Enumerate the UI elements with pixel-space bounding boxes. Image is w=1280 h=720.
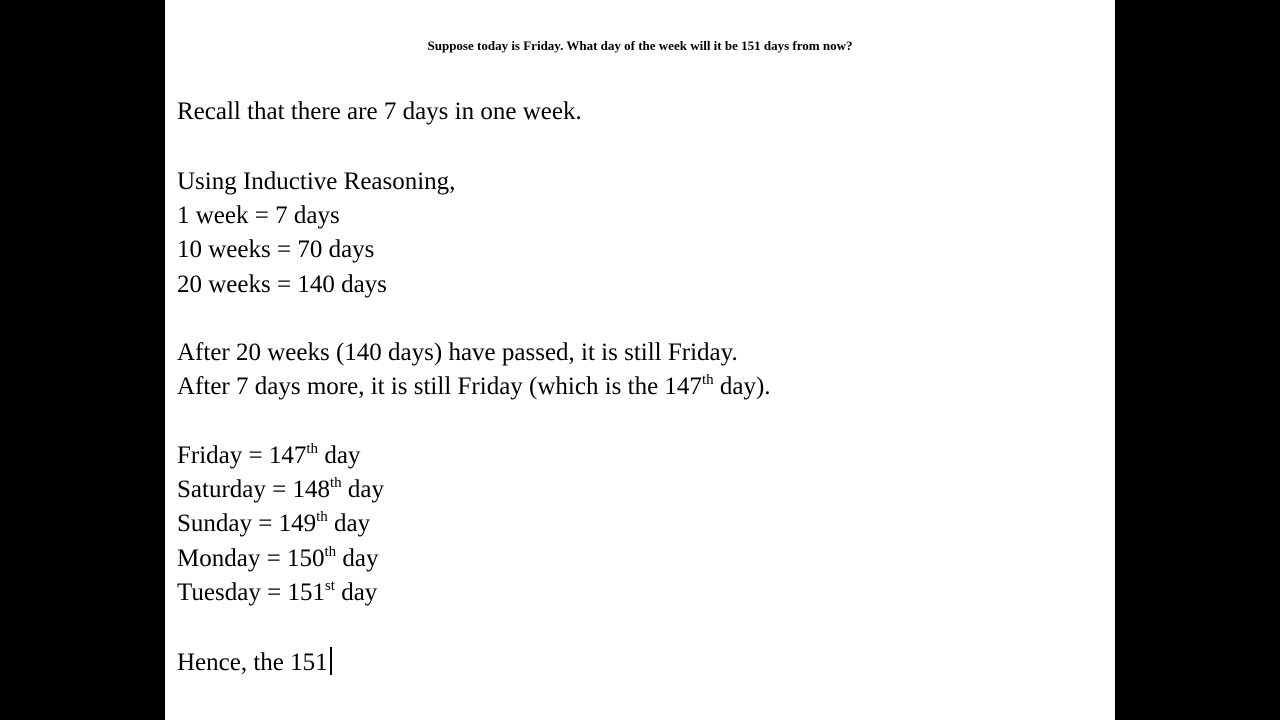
day-equation-lhs: Monday [177, 545, 261, 572]
day-equation [177, 544, 378, 574]
day-word: day [334, 510, 371, 537]
text-cursor [330, 647, 332, 675]
document-page [165, 0, 1115, 720]
equals-sign: = [266, 545, 281, 572]
recall-line: Recall that there are 7 days in one week. [177, 98, 582, 125]
ordinal-suffix: th [329, 475, 342, 491]
conclusion-text: Hence, the 151 [177, 649, 328, 676]
day-word: day [341, 579, 378, 606]
after-line-1: After 20 weeks (140 days) have passed, it is still Friday. [177, 339, 738, 366]
ordinal-suffix: th [306, 441, 319, 457]
ordinal-suffix: th [701, 372, 714, 388]
ordinal-suffix: th [324, 544, 337, 560]
after-line-2-end: day). [713, 373, 771, 400]
day-equation-lhs: Sunday [177, 510, 252, 537]
day-number: 149 [278, 510, 317, 537]
after-line-2 [177, 372, 771, 402]
reasoning-step: 20 weeks = 140 days [177, 271, 387, 298]
ordinal-suffix: th [316, 509, 328, 525]
equals-sign: = [248, 442, 263, 469]
equals-sign: = [272, 476, 287, 503]
day-number: 151 [287, 579, 325, 606]
day-number: 150 [286, 545, 325, 572]
equals-sign: = [258, 510, 273, 537]
day-equation-lhs: Tuesday [177, 579, 261, 606]
day-equation [177, 509, 370, 539]
day-equation [177, 441, 360, 471]
day-word: day [342, 545, 379, 572]
reasoning-step: 10 weeks = 70 days [177, 236, 375, 263]
day-number: 148 [292, 476, 330, 503]
day-equation-lhs: Saturday [177, 476, 266, 503]
reasoning-heading: Using Inductive Reasoning, [177, 168, 456, 195]
problem-title: Suppose today is Friday. What day of the week will it be 151 days from now? [427, 38, 853, 53]
day-equation-lhs: Friday [177, 442, 243, 469]
day-equation [177, 475, 384, 505]
reasoning-step: 1 week = 7 days [177, 202, 340, 229]
equals-sign: = [267, 579, 282, 606]
ordinal-suffix: st [324, 578, 335, 594]
day-word: day [347, 476, 385, 503]
day-word: day [324, 442, 361, 469]
day-number: 147 [268, 442, 307, 469]
day-equation [177, 578, 377, 608]
conclusion-line [177, 647, 332, 678]
after-line-2-text: After 7 days more, it is still Friday (which is the 147 [177, 373, 702, 400]
